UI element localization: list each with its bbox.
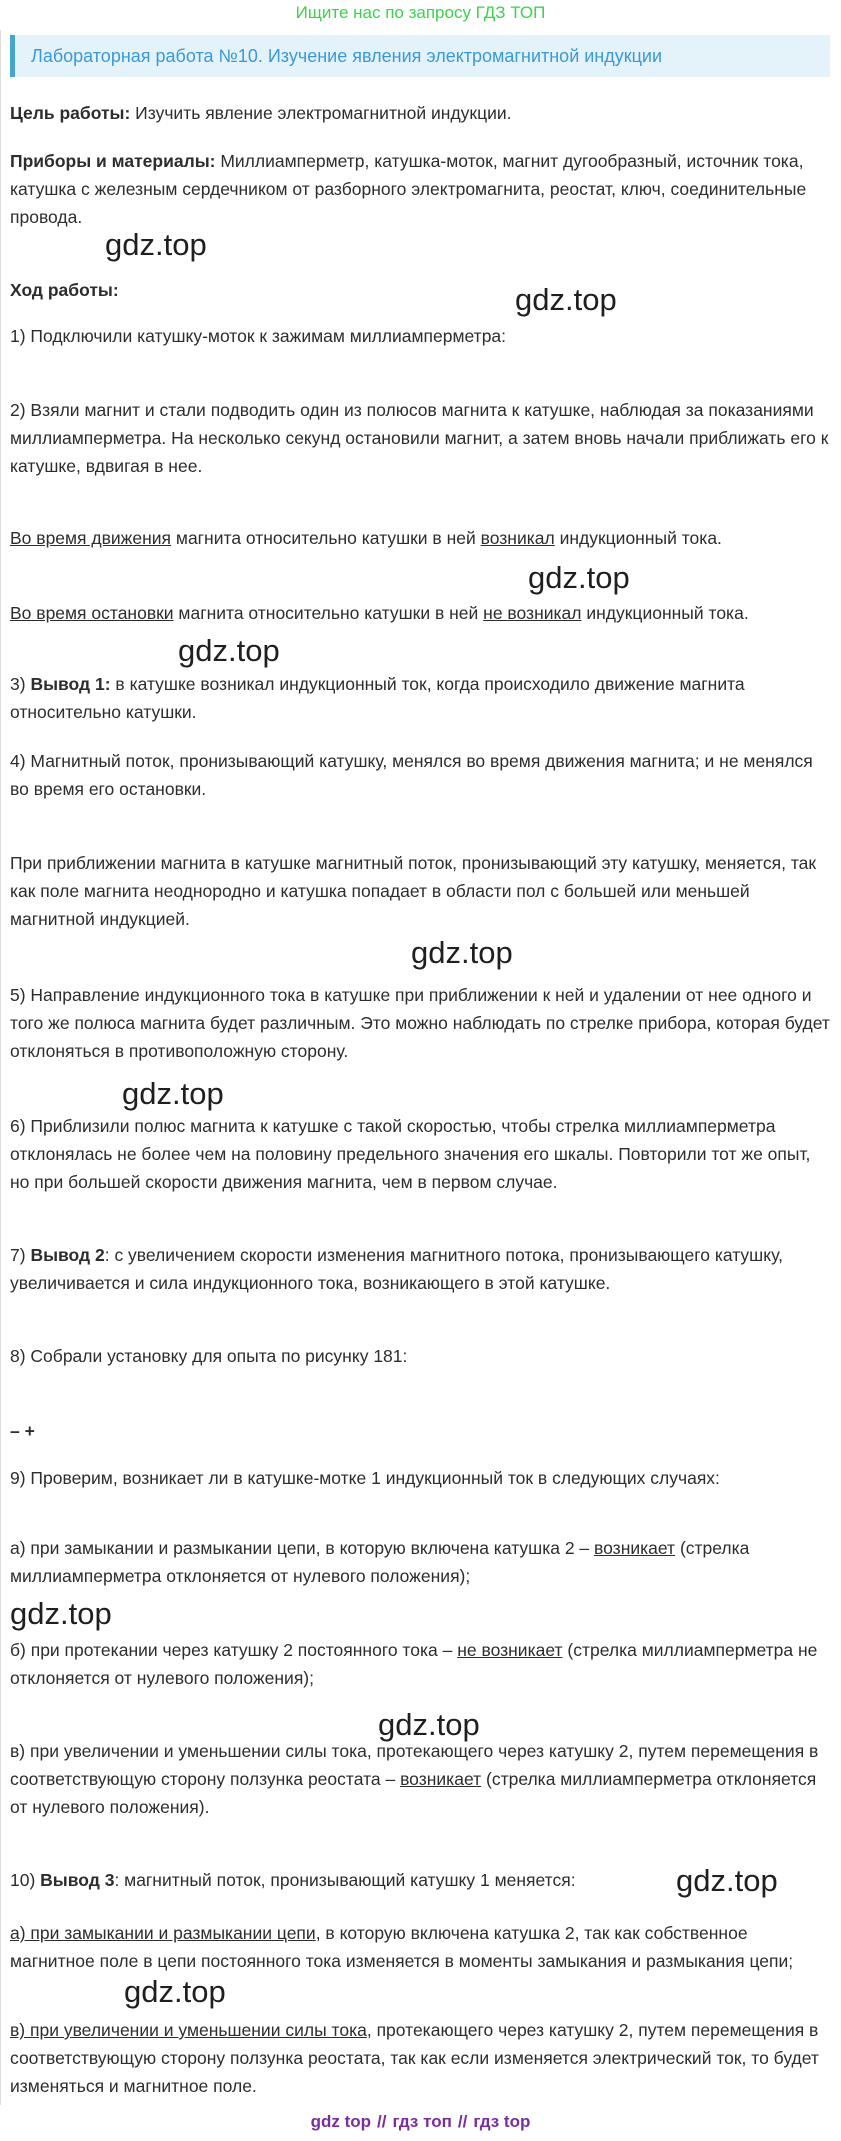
footer-link-1[interactable]: gdz top bbox=[310, 2112, 372, 2131]
paragraph-step6 bbox=[10, 1112, 832, 1196]
text-segment: (стрелка миллиамперметра не отклоняется от нулевого положения); bbox=[10, 1640, 818, 1688]
text-segment: 2) Взяли магнит и стали подводить один из полюсов магнита к катушке, наблюдая за показаниями миллиамперметра. На несколько секунд остановили магнит, а затем вновь начали приближать его к катушке, вдвигая в нее. bbox=[10, 400, 829, 476]
text-segment: 10) bbox=[10, 1870, 41, 1890]
text-segment: в катушке возникал индукционный ток, когда происходило движение магнита относительно катушки. bbox=[10, 674, 745, 722]
gdz-top-watermark: gdz.top bbox=[528, 560, 630, 595]
footer-separator: // bbox=[377, 2112, 387, 2131]
top-promo-text: Ищите нас по запросу ГДЗ ТОП bbox=[295, 3, 546, 22]
paragraph-goal bbox=[10, 99, 832, 127]
text-segment: , протекающего через катушку 2, путем перемещения в соответствующую сторону ползунка реостата, так как если изменяется электрический ток, то будет изменяться и магнитное поле. bbox=[10, 2020, 819, 2096]
text-segment: 3) bbox=[10, 674, 31, 694]
text-segment: 1) Подключили катушку-моток к зажимам миллиамперметра: bbox=[10, 326, 507, 346]
text-segment: возникает bbox=[594, 1538, 676, 1558]
text-segment: магнита относительно катушки в ней bbox=[171, 528, 481, 548]
text-segment: (стрелка миллиамперметра отклоняется от нулевого положения); bbox=[10, 1538, 750, 1586]
text-segment: Вывод 3 bbox=[40, 1870, 115, 1890]
gdz-top-watermark: gdz.top bbox=[515, 282, 617, 317]
text-segment: : с увеличением скорости изменения магнитного потока, пронизывающего катушку, увеличивается и сила индукционного тока, возникающего в этой катушке. bbox=[10, 1245, 783, 1293]
text-segment: возникал bbox=[480, 528, 555, 548]
paragraph-procedure bbox=[10, 276, 832, 304]
text-segment: Ход работы: bbox=[10, 280, 119, 300]
paragraph-step4 bbox=[10, 747, 832, 803]
text-segment: индукционный тока. bbox=[554, 528, 722, 548]
paragraph-case-a bbox=[10, 1534, 832, 1590]
text-segment: Изучить явление электромагнитной индукции. bbox=[130, 103, 512, 123]
text-segment: 7) bbox=[10, 1245, 31, 1265]
text-segment: в) при увеличении и уменьшении силы тока, протекающего через катушку 2, путем перемещения в соответствующую сторону ползунка реостата – bbox=[10, 1741, 819, 1789]
page-left-border bbox=[0, 30, 1, 2105]
text-segment: а) при замыкании и размыкании цепи bbox=[10, 1923, 316, 1943]
gdz-top-watermark: gdz.top bbox=[411, 935, 513, 970]
gdz-top-watermark: gdz.top bbox=[178, 633, 280, 668]
paragraph-devices bbox=[10, 147, 832, 231]
text-segment: а) при замыкании и размыкании цепи, в которую включена катушка 2 – bbox=[10, 1538, 595, 1558]
text-segment: Вывод 2 bbox=[30, 1245, 105, 1265]
gdz-top-watermark: gdz.top bbox=[105, 227, 207, 262]
text-segment: Во время движения bbox=[10, 528, 172, 548]
text-segment: 8) Собрали установку для опыта по рисунку 181: bbox=[10, 1346, 408, 1366]
gdz-top-watermark: gdz.top bbox=[124, 1974, 226, 2009]
text-segment: Цель работы: bbox=[10, 103, 131, 123]
footer-separator: // bbox=[457, 2112, 468, 2131]
paragraph-step1 bbox=[10, 322, 832, 350]
text-segment: Вывод 1: bbox=[30, 674, 111, 694]
text-segment: – + bbox=[10, 1421, 35, 1441]
text-segment: (стрелка миллиамперметра отклоняется от нулевого положения). bbox=[10, 1769, 817, 1817]
gdz-top-watermark: gdz.top bbox=[10, 1596, 112, 1631]
text-segment: 6) Приблизили полюс магнита к катушке с такой скоростью, чтобы стрелка миллиамперметра отклонялась не более чем на половину предельного значения его шкалы. Повторили тот же опыт, но при большей скорости движения магнита, чем в первом случае. bbox=[10, 1116, 811, 1192]
footer-links bbox=[0, 2112, 841, 2132]
paragraph-stopped bbox=[10, 599, 832, 627]
text-segment: возникает bbox=[400, 1769, 482, 1789]
text-segment: Во время остановки bbox=[10, 603, 174, 623]
text-segment: не возникает bbox=[457, 1640, 563, 1660]
gdz-top-watermark: gdz.top bbox=[378, 1707, 480, 1742]
paragraph-conclusion1 bbox=[10, 670, 832, 726]
text-segment: 4) Магнитный поток, пронизывающий катушку, менялся во время движения магнита; и не менялся во время его остановки. bbox=[10, 751, 813, 799]
paragraph-step8 bbox=[10, 1342, 832, 1370]
gdz-top-watermark: gdz.top bbox=[122, 1076, 224, 1111]
paragraph-step2 bbox=[10, 396, 832, 480]
paragraph-conclusion2 bbox=[10, 1241, 832, 1297]
text-segment: магнита относительно катушки в ней bbox=[173, 603, 484, 623]
paragraph-case-b bbox=[10, 1636, 832, 1692]
lab-title-text: Лабораторная работа №10. Изучение явления электромагнитной индукции bbox=[31, 45, 663, 66]
paragraph-case-a2 bbox=[10, 1919, 832, 1975]
text-segment: 5) Направление индукционного тока в катушке при приближении к ней и удалении от нее одного и того же полюса магнита будет различным. Это можно наблюдать по стрелке прибора, которая будет отклоняться в противоположную сторону. bbox=[10, 985, 830, 1061]
text-segment: Миллиамперметр, катушка-моток, магнит дугообразный, источник тока, катушка с железным сердечником от разборного электромагнита, реостат, ключ, соединительные провода. bbox=[10, 151, 807, 227]
paragraph-moving bbox=[10, 524, 832, 552]
lab-title-header bbox=[10, 35, 830, 77]
footer-link-3[interactable]: гдз top bbox=[473, 2112, 531, 2131]
paragraph-case-v2 bbox=[10, 2016, 832, 2100]
paragraph-case-v bbox=[10, 1737, 832, 1821]
paragraph-step9 bbox=[10, 1464, 832, 1492]
paragraph-step5 bbox=[10, 981, 832, 1065]
paragraph-approach bbox=[10, 849, 832, 933]
text-segment: При приближении магнита в катушке магнитный поток, пронизывающий эту катушку, меняется, так как поле магнита неоднородно и катушка попадает в области пол с большей или меньшей магнитной индукцией. bbox=[10, 853, 817, 929]
text-segment: 9) Проверим, возникает ли в катушке-мотке 1 индукционный ток в следующих случаях: bbox=[10, 1468, 720, 1488]
paragraph-minus-plus bbox=[10, 1417, 832, 1445]
text-segment: , в которую включена катушка 2, так как собственное магнитное поле в цепи постоянного тока изменяется в моменты замыкания и размыкания цепи; bbox=[10, 1923, 794, 1971]
text-segment: : магнитный поток, пронизывающий катушку 1 меняется: bbox=[114, 1870, 576, 1890]
text-segment: б) при протекании через катушку 2 постоянного тока – bbox=[10, 1640, 458, 1660]
footer-link-2[interactable]: гдз топ bbox=[392, 2112, 452, 2131]
text-segment: в) при увеличении и уменьшении силы тока bbox=[10, 2020, 367, 2040]
gdz-top-watermark: gdz.top bbox=[676, 1863, 778, 1898]
text-segment: не возникал bbox=[483, 603, 582, 623]
text-segment: индукционный тока. bbox=[581, 603, 749, 623]
text-segment: Приборы и материалы: bbox=[10, 151, 216, 171]
